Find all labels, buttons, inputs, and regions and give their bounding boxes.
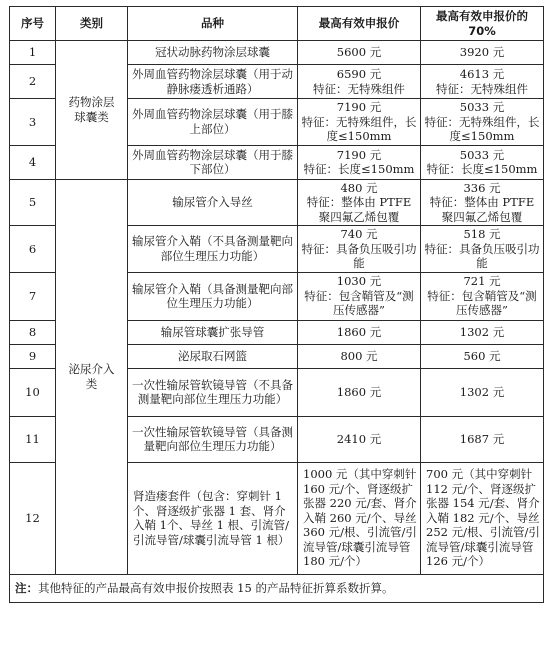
row-number: 6 xyxy=(10,226,56,273)
price-table-page xyxy=(9,6,543,603)
price-70-percent: 1302 元 xyxy=(421,368,544,416)
max-price: 6590 元 特征：无特殊组件 xyxy=(298,65,421,99)
item-name: 输尿管介入导丝 xyxy=(128,179,298,226)
price-70-percent: 518 元 特征：具备负压吸引功能 xyxy=(421,226,544,273)
max-price: 480 元 特征：整体由 PTFE 聚四氟乙烯包覆 xyxy=(298,179,421,226)
row-number: 9 xyxy=(10,344,56,368)
item-name: 泌尿取石网篮 xyxy=(128,344,298,368)
price-70-percent: 700 元（其中穿刺针 112 元/个、肾逐级扩张器 154 元/套、肾介入鞘 182 元/个、导丝 252 元/根、引流管/引流导管/球囊引流导管 126 元/个） xyxy=(421,462,544,574)
header-max-price: 最高有效申报价 xyxy=(298,7,421,41)
max-price: 1860 元 xyxy=(298,320,421,344)
row-number: 5 xyxy=(10,179,56,226)
note-label: 注： xyxy=(15,580,38,595)
price-70-percent: 5033 元 特征：长度≤150mm xyxy=(421,145,544,179)
max-price: 1030 元 特征：包含鞘管及“测压传感器” xyxy=(298,272,421,320)
price-70-percent: 3920 元 xyxy=(421,41,544,65)
item-name: 输尿管介入鞘（具备测量靶向部位生理压力功能） xyxy=(128,272,298,320)
max-price: 2410 元 xyxy=(298,416,421,462)
item-name: 冠状动脉药物涂层球囊 xyxy=(128,41,298,65)
price-70-percent: 4613 元 特征：无特殊组件 xyxy=(421,65,544,99)
row-number: 12 xyxy=(10,462,56,574)
item-name: 输尿管介入鞘（不具备测量靶向部位生理压力功能） xyxy=(128,226,298,273)
max-price: 800 元 xyxy=(298,344,421,368)
item-name: 肾造瘘套件（包含：穿刺针 1个、肾逐级扩张器 1 套、肾介入鞘 1个、导丝 1 根、引流管/引流导管/球囊引流导管 1 根） xyxy=(128,462,298,574)
header-category: 类别 xyxy=(56,7,128,41)
max-price: 7190 元 特征：无特殊组件，长度≤150mm xyxy=(298,99,421,146)
max-price: 1000 元（其中穿刺针 160 元/个、肾逐级扩张器 220 元/套、肾介入鞘 260 元/个、导丝 360 元/根、引流管/引流导管/球囊引流导管 180 元/个） xyxy=(298,462,421,574)
item-name: 外周血管药物涂层球囊（用于膝上部位） xyxy=(128,99,298,146)
price-70-percent: 721 元 特征：包含鞘管及“测压传感器” xyxy=(421,272,544,320)
header-70-price: 最高有效申报价的 70% xyxy=(421,7,544,41)
category-urology: 泌尿介入类 xyxy=(56,179,128,574)
item-name: 输尿管球囊扩张导管 xyxy=(128,320,298,344)
header-item: 品种 xyxy=(128,7,298,41)
price-70-percent: 1687 元 xyxy=(421,416,544,462)
price-70-percent: 5033 元 特征：无特殊组件，长度≤150mm xyxy=(421,99,544,146)
row-number: 4 xyxy=(10,145,56,179)
category-drug-coated: 药物涂层球囊类 xyxy=(56,41,128,180)
max-price: 7190 元 特征：长度≤150mm xyxy=(298,145,421,179)
row-number: 11 xyxy=(10,416,56,462)
item-name: 一次性输尿管软镜导管（具备测量靶向部位生理压力功能） xyxy=(128,416,298,462)
row-number: 2 xyxy=(10,65,56,99)
row-number: 1 xyxy=(10,41,56,65)
row-number: 10 xyxy=(10,368,56,416)
note-text: 其他特征的产品最高有效申报价按照表 15 的产品特征折算系数折算。 xyxy=(38,580,394,595)
row-number: 7 xyxy=(10,272,56,320)
max-price: 5600 元 xyxy=(298,41,421,65)
price-70-percent: 1302 元 xyxy=(421,320,544,344)
item-name: 外周血管药物涂层球囊（用于膝下部位） xyxy=(128,145,298,179)
table-header-row xyxy=(10,7,544,41)
table-row xyxy=(10,179,544,226)
note-row xyxy=(10,574,544,602)
row-number: 3 xyxy=(10,99,56,146)
price-70-percent: 560 元 xyxy=(421,344,544,368)
item-name: 一次性输尿管软镜导管（不具备测量靶向部位生理压力功能） xyxy=(128,368,298,416)
item-name: 外周血管药物涂层球囊（用于动静脉瘘透析通路） xyxy=(128,65,298,99)
table-row xyxy=(10,41,544,65)
row-number: 8 xyxy=(10,320,56,344)
price-table xyxy=(9,6,544,603)
price-70-percent: 336 元 特征：整体由 PTFE 聚四氟乙烯包覆 xyxy=(421,179,544,226)
max-price: 1860 元 xyxy=(298,368,421,416)
note-cell xyxy=(10,574,544,602)
header-no: 序号 xyxy=(10,7,56,41)
max-price: 740 元 特征：具备负压吸引功能 xyxy=(298,226,421,273)
